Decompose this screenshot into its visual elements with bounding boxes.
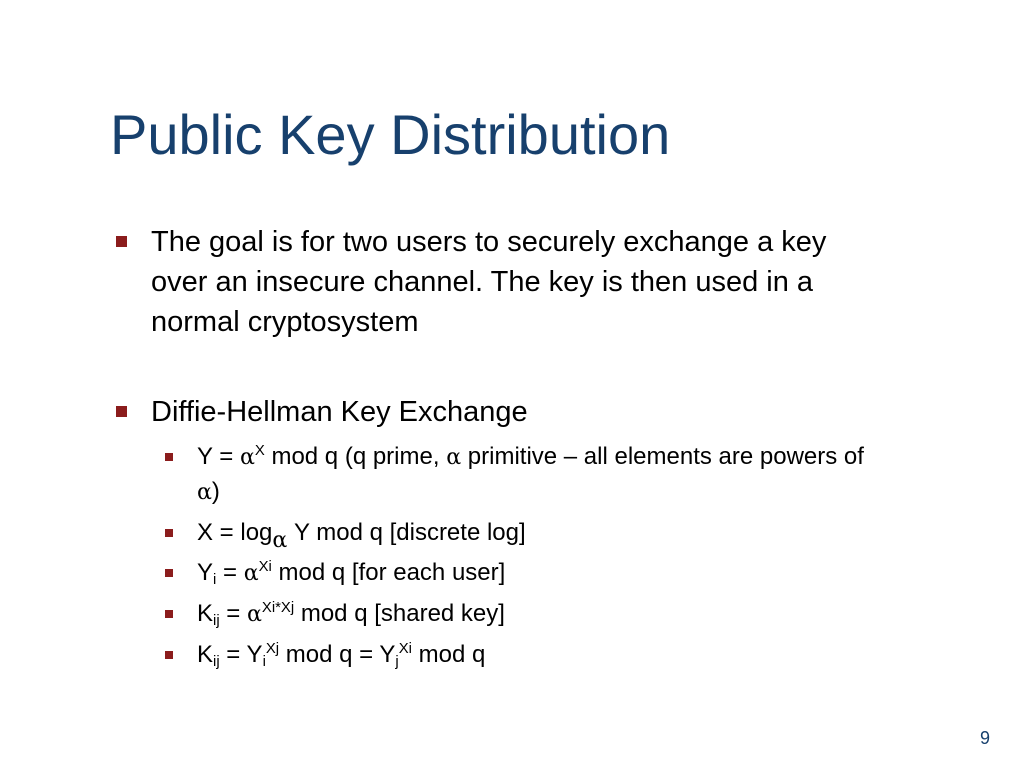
formula-part: mod q [shared key] [294, 600, 505, 627]
formula-text [197, 516, 997, 553]
formula-part: K [197, 641, 214, 668]
formula-part: Y [197, 559, 214, 586]
formula-part: K [197, 600, 214, 627]
formula-text [197, 440, 997, 510]
square-bullet-icon [165, 651, 173, 659]
formula-part: ) [211, 478, 220, 505]
exponent: Xi*Xj [261, 600, 295, 617]
subscript: ij [213, 654, 220, 671]
square-bullet-icon [116, 236, 127, 247]
formula-part: mod q [411, 641, 486, 668]
page-number: 9 [979, 728, 990, 748]
formula-part: = [216, 559, 244, 586]
formula-part: mod q [for each user] [271, 559, 506, 586]
formula-text [197, 597, 997, 632]
formula-part: mod q (q prime, [264, 443, 447, 470]
square-bullet-icon [165, 610, 173, 618]
square-bullet-icon [165, 453, 173, 461]
alpha-symbol: α [197, 480, 212, 505]
alpha-symbol: α [247, 602, 262, 627]
formula-part: Y mod q [discrete log] [287, 519, 526, 546]
subscript: j [395, 654, 399, 671]
exponent: X [254, 443, 265, 460]
bullet-line: normal cryptosystem [151, 306, 419, 338]
bullet-text: Diffie-Hellman Key Exchange [151, 396, 528, 428]
subscript: i [262, 654, 266, 671]
bullet-text [151, 222, 961, 342]
square-bullet-icon [116, 406, 127, 417]
formula-part: mod q = Y [279, 641, 396, 668]
formula-part: X = log [197, 519, 273, 546]
formula-text [197, 638, 997, 672]
exponent: Xj [265, 641, 280, 658]
slide-title: Public Key Distribution [110, 103, 671, 166]
exponent: Xi [398, 641, 412, 658]
formula-part: primitive – all elements are powers of [461, 443, 864, 470]
alpha-symbol: α [239, 445, 255, 470]
square-bullet-icon [165, 529, 173, 537]
exponent: Xi [258, 559, 272, 576]
formula-part: Y = [197, 443, 240, 470]
alpha-symbol: α [243, 561, 259, 586]
subscript: i [213, 572, 217, 589]
alpha-symbol: α [446, 445, 462, 470]
formula-part: = Y [219, 641, 263, 668]
formula-text [197, 556, 997, 591]
alpha-subscript: α [272, 527, 288, 553]
bullet-line: The goal is for two users to securely exchange a key [151, 226, 827, 258]
subscript: ij [213, 613, 220, 630]
square-bullet-icon [165, 569, 173, 577]
bullet-line: over an insecure channel. The key is then used in a [151, 266, 814, 298]
formula-part: = [219, 600, 247, 627]
